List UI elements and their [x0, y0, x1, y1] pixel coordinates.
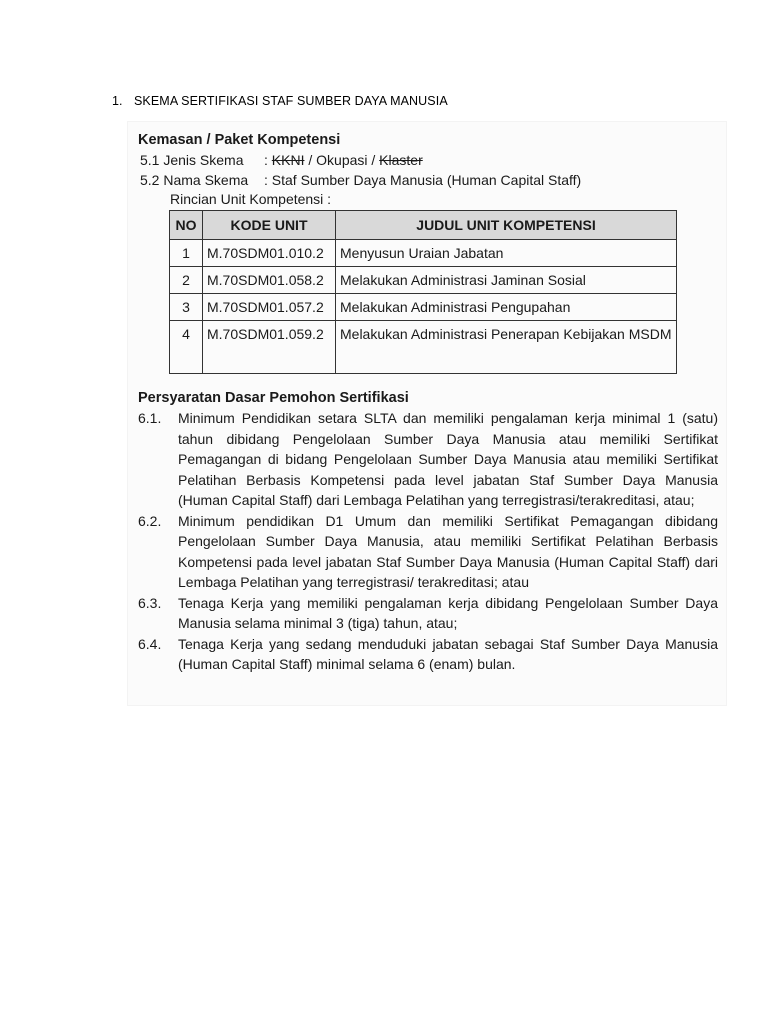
row-kode: M.70SDM01.010.2	[203, 240, 336, 267]
jenis-skema-label: 5.1 Jenis Skema	[140, 152, 244, 168]
requirement-item	[138, 593, 718, 634]
table-header-row	[170, 211, 677, 240]
row-judul: Melakukan Administrasi Jaminan Sosial	[336, 267, 677, 294]
requirement-number: 6.2.	[138, 512, 162, 529]
nama-skema-label: 5.2 Nama Skema	[140, 172, 249, 188]
table-row	[170, 267, 677, 294]
requirement-text: Minimum Pendidikan setara SLTA dan memiliki pengalaman kerja minimal 1 (satu) tahun dibidang Pengelolaan Sumber Daya Manusia atau memiliki Sertifikat Pemagangan di bidang Pengelolaan Sumber Daya Manusia atau memiliki Sertifikat Pelatihan Berbasis Kompetensi pada level jabatan Staf Sumber Daya Manusia (Human Capital Staff) dari Lembaga Pelatihan yang terregistrasi/terakreditasi, atau;	[178, 410, 718, 508]
page-heading	[112, 94, 448, 108]
kemasan-title: Kemasan / Paket Kompetensi	[138, 132, 341, 148]
row-no: 1	[170, 240, 203, 267]
jenis-skema-separator: :	[264, 152, 268, 168]
requirement-item	[138, 511, 718, 593]
row-no: 3	[170, 294, 203, 321]
jenis-kkni-struck: KKNI	[271, 152, 305, 168]
row-judul: Melakukan Administrasi Penerapan Kebijakan MSDM	[336, 321, 677, 374]
requirement-number: 6.1.	[138, 410, 162, 426]
row-kode: M.70SDM01.058.2	[203, 267, 336, 294]
requirement-text: Minimum pendidikan D1 Umum dan memiliki Sertifikat Pemagangan dibidang Pengelolaan Sumber Daya Manusia, atau memiliki Sertifikat Pelatihan Berbasis Kompetensi pada level jabatan Staf Sumber Daya Manusia (Human Capital Staff) dari Lembaga Pelatihan yang terregistrasi/ terakreditasi; atau	[178, 512, 718, 590]
header-kode-unit: KODE UNIT	[203, 211, 336, 240]
persyaratan-title: Persyaratan Dasar Pemohon Sertifikasi	[138, 390, 409, 406]
header-judul-unit: JUDUL UNIT KOMPETENSI	[336, 211, 677, 240]
table-row	[170, 240, 677, 267]
jenis-skema-line	[138, 150, 718, 170]
jenis-klaster-struck: Klaster	[379, 152, 423, 168]
row-kode: M.70SDM01.059.2	[203, 321, 336, 374]
requirement-item	[138, 408, 718, 511]
rincian-label: Rincian Unit Kompetensi :	[170, 191, 332, 207]
heading-text: SKEMA SERTIFIKASI STAF SUMBER DAYA MANUSIA	[134, 94, 448, 108]
requirement-text: Tenaga Kerja yang sedang menduduki jabatan sebagai Staf Sumber Daya Manusia (Human Capital Staff) minimal selama 6 (enam) bulan.	[178, 635, 718, 672]
row-no: 2	[170, 267, 203, 294]
requirement-number: 6.4.	[138, 635, 162, 652]
nama-skema-line	[138, 170, 718, 190]
row-judul: Menyusun Uraian Jabatan	[336, 240, 677, 267]
row-judul: Melakukan Administrasi Pengupahan	[336, 294, 677, 321]
scanned-document	[128, 122, 726, 705]
jenis-okupasi: / Okupasi /	[304, 152, 380, 168]
scanned-content	[138, 130, 718, 675]
requirement-text: Tenaga Kerja yang memiliki pengalaman kerja dibidang Pengelolaan Sumber Daya Manusia selama minimal 3 (tiga) tahun, atau;	[178, 594, 718, 631]
header-no: NO	[170, 211, 203, 240]
heading-number: 1.	[112, 94, 123, 108]
nama-skema-value: : Staf Sumber Daya Manusia (Human Capital Staff)	[264, 172, 582, 188]
requirement-item	[138, 634, 718, 675]
table-row	[170, 294, 677, 321]
unit-kompetensi-table	[169, 210, 677, 374]
requirement-number: 6.3.	[138, 594, 162, 611]
table-row	[170, 321, 677, 374]
row-kode: M.70SDM01.057.2	[203, 294, 336, 321]
row-no: 4	[170, 321, 203, 374]
